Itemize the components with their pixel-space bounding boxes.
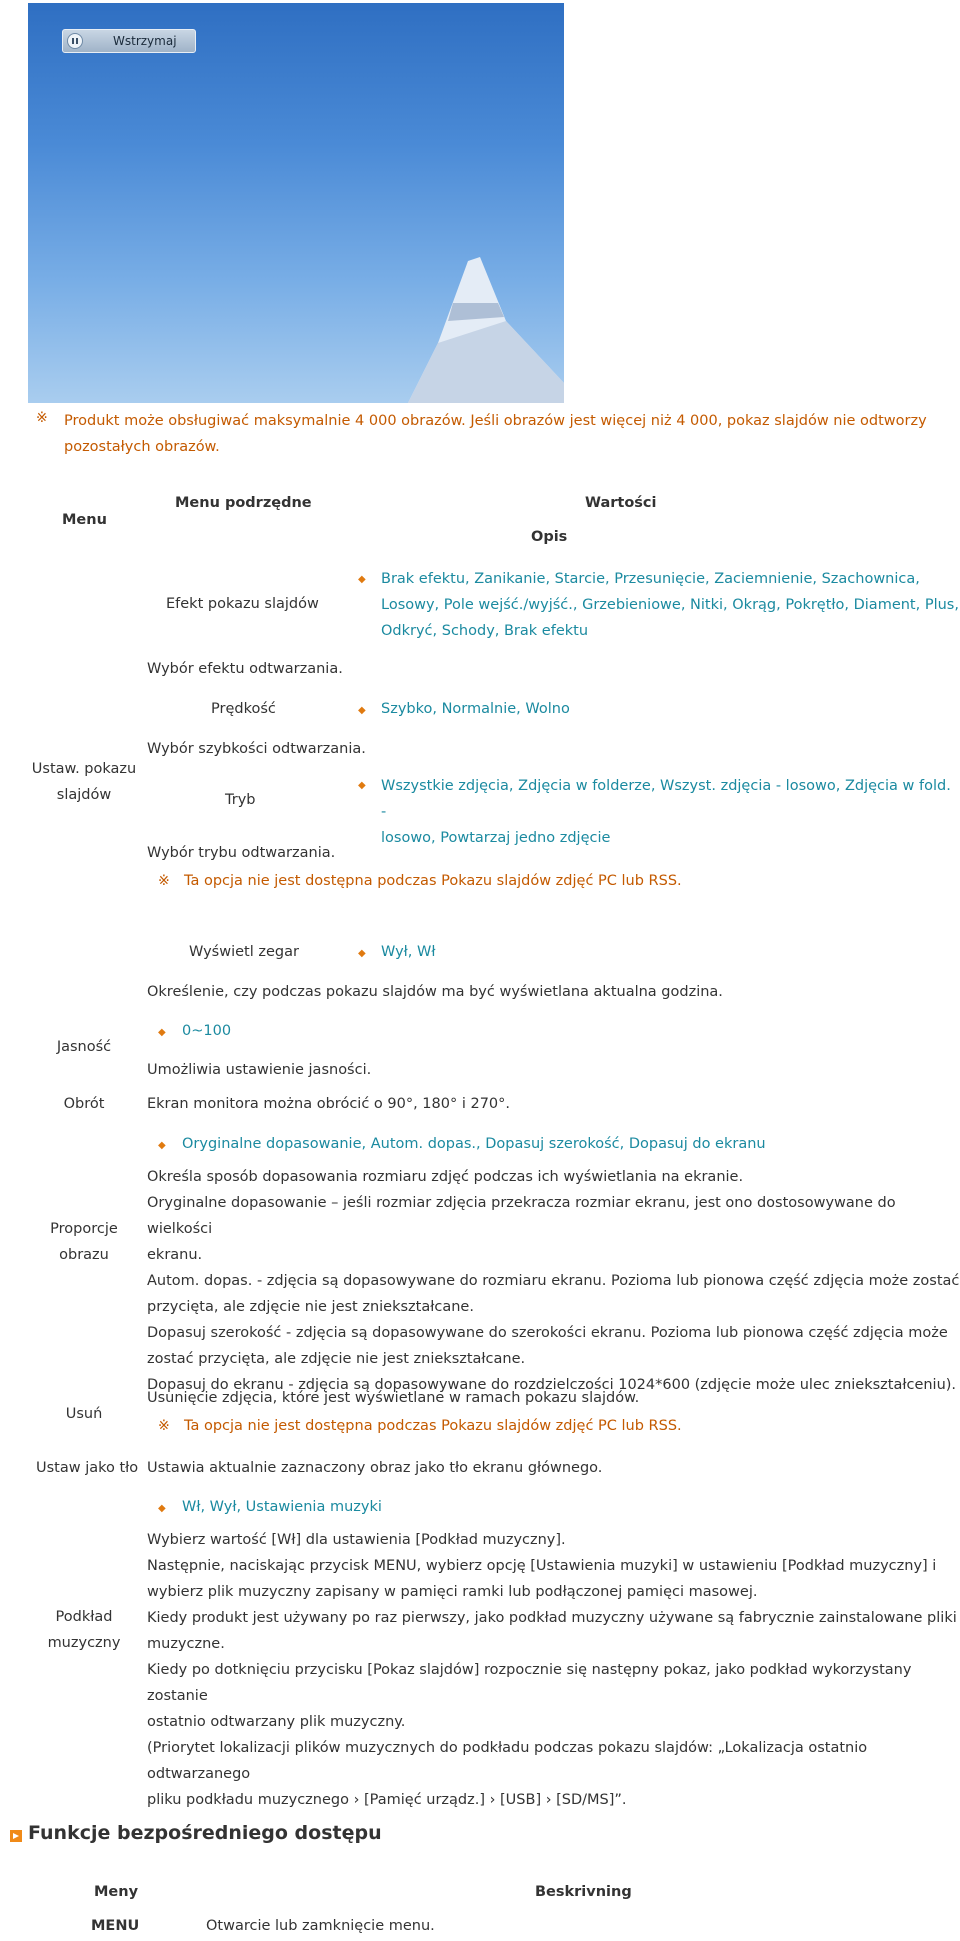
bullet-icon: ◆: [358, 705, 366, 716]
bullet-icon: ◆: [158, 1503, 166, 1514]
menu-set-as-background: Ustaw jako tło: [36, 1460, 139, 1476]
brightness-description: Umożliwia ustawienie jasności.: [147, 1062, 372, 1078]
brightness-values: 0~100: [182, 1023, 232, 1039]
aspect-values: Oryginalne dopasowanie, Autom. dopas., Dopasuj szerokość, Dopasuj do ekranu: [182, 1136, 766, 1152]
menu-slideshow-settings: Ustaw. pokazu slajdów: [31, 761, 137, 803]
key-menu: MENU: [91, 1918, 140, 1934]
bullet-icon: ◆: [358, 780, 366, 791]
clock-description: Określenie, czy podczas pokazu slajdów ma być wyświetlana aktualna godzina.: [147, 984, 723, 1000]
rotate-description: Ekran monitora można obrócić o 90°, 180° i 270°.: [147, 1096, 511, 1112]
bullet-icon: ◆: [158, 1140, 166, 1151]
header-description: Opis: [531, 529, 568, 545]
bullet-icon: ◆: [358, 948, 366, 959]
note-mark-icon: ※: [158, 873, 170, 889]
speed-description: Wybór szybkości odtwarzania.: [147, 741, 366, 757]
section-arrow-icon: [10, 1830, 22, 1842]
menu-aspect-ratio: Proporcje obrazu: [50, 1221, 118, 1263]
speed-values: Szybko, Normalnie, Wolno: [381, 701, 570, 717]
mode-description: Wybór trybu odtwarzania.: [147, 845, 336, 861]
wallpaper-description: Ustawia aktualnie zaznaczony obraz jako tło ekranu głównego.: [147, 1460, 603, 1476]
aspect-description: Określa sposób dopasowania rozmiaru zdjęć podczas ich wyświetlania na ekranie. Oryginalne dopasowanie – jeśli rozmiar zdjęcia przekracza rozmiar ekranu, jest ono dostosowywane do wielkości ekranu. Autom. dopas. - zdjęcia są dopasowywane do rozmiaru ekranu. Pozioma lub pionowa część zdjęcia może zostać przycięta, ale zdjęcie nie jest zniekształcane. Dopasuj szerokość - zdjęcia są dopasowywane do szerokości ekranu. Pozioma lub pionowa część zdjęcia może zostać przycięta, ale zdjęcie nie jest zniekształcane. Dopasuj do ekranu - zdjęcia są dopasowywane do rozdzielczości 1024*600 (zdjęcie może ulec zniekształceniu).: [147, 1169, 960, 1393]
menu-rotate: Obrót: [63, 1096, 105, 1112]
music-values: Wł, Wył, Ustawienia muzyki: [182, 1499, 382, 1515]
mode-note: Ta opcja nie jest dostępna podczas Pokazu slajdów zdjęć PC lub RSS.: [184, 873, 682, 889]
bullet-icon: ◆: [358, 574, 366, 585]
submenu-slideshow-effect: Efekt pokazu slajdów: [166, 596, 319, 612]
header-values: Wartości: [585, 495, 657, 511]
menu-background-music: Podkład muzyczny: [47, 1609, 121, 1651]
header-menu: Menu: [62, 512, 107, 528]
clock-values: Wył, Wł: [381, 944, 436, 960]
submenu-show-clock: Wyświetl zegar: [189, 944, 299, 960]
header-meny: Meny: [94, 1884, 139, 1900]
music-description: Wybierz wartość [Wł] dla ustawienia [Podkład muzyczny]. Następnie, naciskając przycisk MENU, wybierz opcję [Ustawienia muzyki] w ustawieniu [Podkład muzyczny] i wybierz plik muzyczny zapisany w pamięci ramki lub podłączonej pamięci masowej. Kiedy produkt jest używany po raz pierwszy, jako podkład muzyczny używane są fabrycznie zainstalowane pliki muzyczne. Kiedy po dotknięciu przycisku [Pokaz slajdów] rozpocznie się następny pokaz, jako podkład wykorzystany zostanie ostatnio odtwarzany plik muzyczny. (Priorytet lokalizacji plików muzycznych do podkładu podczas pokazu slajdów: „Lokalizacja ostatnio odtwarzanego pliku podkładu muzycznego › [Pamięć urządz.] › [USB] › [SD/MS]”.: [147, 1532, 957, 1808]
effect-description: Wybór efektu odtwarzania.: [147, 661, 343, 677]
menu-delete: Usuń: [65, 1406, 103, 1422]
mode-values: Wszystkie zdjęcia, Zdjęcia w folderze, Wszyst. zdjęcia - losowo, Zdjęcia w fold. - losowo, Powtarzaj jedno zdjęcie: [381, 778, 951, 846]
menu-brightness: Jasność: [56, 1039, 112, 1055]
key-menu-description: Otwarcie lub zamknięcie menu.: [206, 1918, 435, 1934]
note-mark-icon: ※: [158, 1418, 170, 1434]
airplane-wing-image: [28, 3, 564, 403]
slideshow-photo: [28, 3, 564, 403]
submenu-mode: Tryb: [225, 792, 256, 808]
section-title: Funkcje bezpośredniego dostępu: [28, 1822, 382, 1844]
effect-values: Brak efektu, Zanikanie, Starcie, Przesunięcie, Zaciemnienie, Szachownica, Losowy, Pole wejść./wyjść., Grzebieniowe, Nitki, Okrąg, Pokrętło, Diament, Plus, Odkryć, Schody, Brak efektu: [381, 571, 959, 639]
delete-description: Usunięcie zdjęcia, które jest wyświetlane w ramach pokazu slajdów.: [147, 1390, 640, 1406]
pause-button[interactable]: Wstrzymaj: [62, 29, 196, 53]
pause-icon: [67, 33, 83, 49]
header-submenu: Menu podrzędne: [175, 495, 312, 511]
header-beskrivning: Beskrivning: [535, 1884, 632, 1900]
bullet-icon: ◆: [158, 1027, 166, 1038]
note-text: Produkt może obsługiwać maksymalnie 4 000 obrazów. Jeśli obrazów jest więcej niż 4 000, pokaz slajdów nie odtworzy pozostałych obrazów.: [64, 413, 927, 455]
delete-note: Ta opcja nie jest dostępna podczas Pokazu slajdów zdjęć PC lub RSS.: [184, 1418, 682, 1434]
note-mark-icon: ※: [36, 410, 48, 426]
submenu-speed: Prędkość: [211, 701, 276, 717]
